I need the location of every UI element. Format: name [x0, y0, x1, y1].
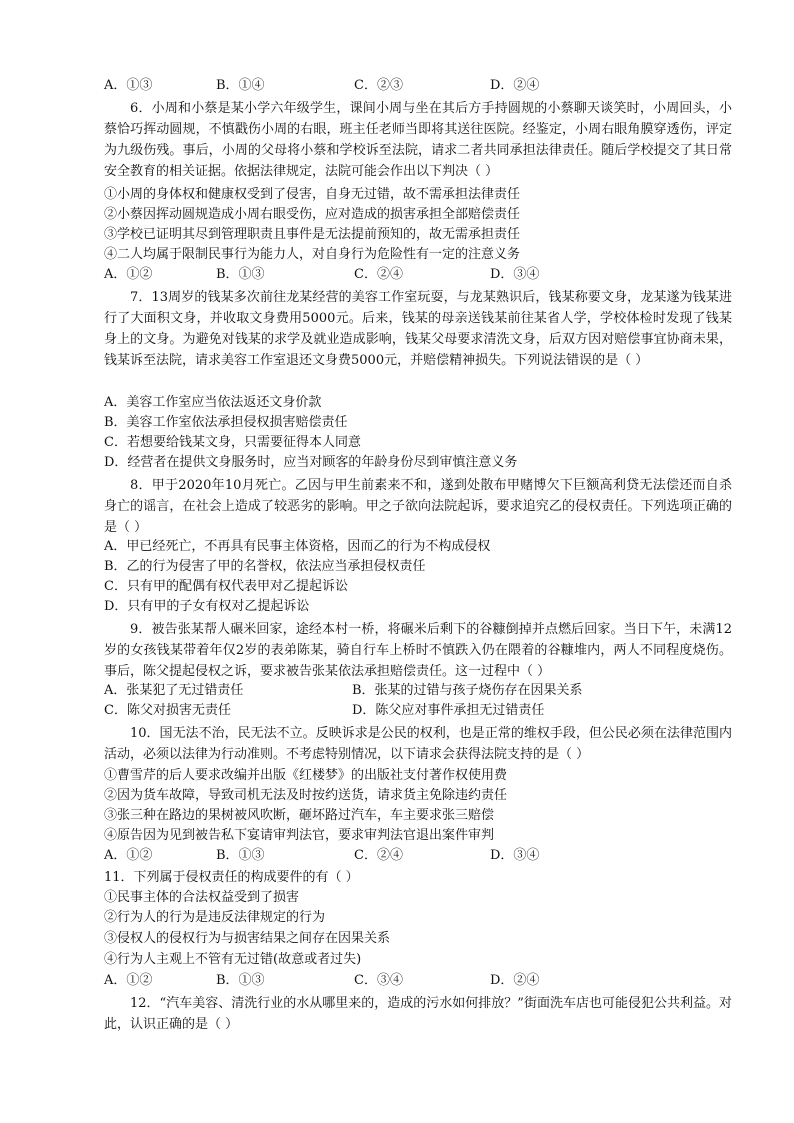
q6-item-4: ④二人均属于限制民事行为能力人，对自身行为危险性有一定的注意义务	[104, 247, 521, 262]
q10-options	[104, 846, 664, 866]
q6-stem: 6．小周和小蔡是某小学六年级学生，课间小周与坐在其后方手持圆规的小蔡聊天谈笑时，小周回头，小蔡恰巧挥动圆规，不慎戳伤小周的右眼，班主任老师当即将其送往医院。经鉴定，小周右眼角膜穿透伤，评定为九级伤残。事后，小周的父母将小蔡和学校诉至法院，请求二者共同承担法律责任。随后学校提交了其日常安全教育的相关证据。依据法律规定，法院可能会作出以下判决（ ）	[104, 101, 732, 179]
q5-option-a[interactable]: A．①③	[104, 78, 153, 93]
q8-stem: 8．甲于2020年10月死亡。乙因与甲生前素来不和，遂到处散布甲赌博欠下巨额高利贷无法偿还而自杀身亡的谣言，在社会上造成了较恶劣的影响。甲之子欲向法院起诉，要求追究乙的侵权责任。下列选项正确的是（ ）	[104, 478, 732, 535]
q9-option-d[interactable]: D．陈父应对事件承担无过错责任	[352, 703, 545, 718]
q8-option-b[interactable]: B．乙的行为侵害了甲的名誉权，依法应当承担侵权责任	[104, 559, 426, 574]
q7-option-b[interactable]: B．美容工作室依法承担侵权损害赔偿责任	[104, 415, 348, 430]
q8-option-c[interactable]: C．只有甲的配偶有权代表甲对乙提起诉讼	[104, 579, 348, 594]
q8-option-d[interactable]: D．只有甲的子女有权对乙提起诉讼	[104, 599, 310, 614]
q11-option-b[interactable]: B．①③	[216, 973, 265, 988]
q8-option-a[interactable]: A．甲已经死亡，不再具有民事主体资格，因而乙的行为不构成侵权	[104, 539, 491, 554]
q9-options-row-2	[104, 701, 664, 721]
q10-item-2: ②因为货车故障，导致司机无法及时按约送货，请求货主免除违约责任	[104, 788, 508, 803]
q10-item-1: ①曹雪芹的后人要求改编并出版《红楼梦》的出版社支付著作权使用费	[104, 768, 508, 783]
q10-option-a[interactable]: A．①②	[104, 848, 153, 863]
q9-stem: 9．被告张某帮人碾米回家，途经本村一桥，将碾米后剩下的谷糠倒掉并点燃后回家。当日下午，未满12岁的女孩钱某带着年仅2岁的表弟陈某，骑自行车上桥时不慎跌入仍在隈着的谷糠堆内，两人不同程度烧伤。事后，陈父提起侵权之诉，要求被告张某依法承担赔偿责任。这一过程中（ ）	[104, 622, 732, 679]
q7-option-d[interactable]: D．经营者在提供文身服务时，应当对顾客的年龄身份尽到审慎注意义务	[104, 455, 518, 470]
q6-option-d[interactable]: D．③④	[490, 267, 540, 282]
q6-item-1: ①小周的身体权和健康权受到了侵害，自身无过错，故不需承担法律责任	[104, 187, 521, 202]
q10-item-3: ③张三种在路边的果树被风吹断，砸坏路过汽车，车主要求张三赔偿	[104, 808, 495, 823]
q5-option-c[interactable]: C．②③	[354, 78, 403, 93]
q5-options	[104, 76, 664, 96]
q9-options-row-1	[104, 681, 664, 701]
q11-option-d[interactable]: D．②④	[490, 973, 540, 988]
q7-option-a[interactable]: A．美容工作室应当依法返还文身价款	[104, 395, 322, 410]
q11-option-a[interactable]: A．①②	[104, 973, 153, 988]
q9-option-c[interactable]: C．陈父对损害无责任	[104, 703, 231, 718]
q9-option-b[interactable]: B．张某的过错与孩子烧伤存在因果关系	[352, 683, 583, 698]
q12-stem: 12．“汽车美容、清洗行业的水从哪里来的，造成的污水如何排放？”街面洗车店也可能侵犯公共利益。对此，认识正确的是（ ）	[104, 996, 732, 1032]
q6-item-3: ③学校已证明其尽到管理职责且事件是无法提前预知的，故无需承担责任	[104, 227, 521, 242]
q11-option-c[interactable]: C．③④	[354, 973, 403, 988]
q11-item-2: ②行为人的行为是违反法律规定的行为	[104, 910, 326, 925]
q10-option-c[interactable]: C．②④	[354, 848, 403, 863]
q9-option-a[interactable]: A．张某犯了无过错责任	[104, 683, 244, 698]
q10-option-b[interactable]: B．①③	[216, 848, 265, 863]
q11-item-3: ③侵权人的侵权行为与损害结果之间存在因果关系	[104, 931, 391, 946]
q10-stem: 10．国无法不治，民无法不立。反映诉求是公民的权利，也是正常的维权手段，但公民必须在法律范围内活动，必须以法律为行动准则。不考虑特别情况，以下请求会获得法院支持的是（ ）	[104, 726, 732, 762]
q6-item-2: ②小蔡因挥动圆规造成小周右眼受伤，应对造成的损害承担全部赔偿责任	[104, 207, 521, 222]
q7-option-c[interactable]: C．若想要给钱某文身，只需要征得本人同意	[104, 435, 361, 450]
q6-option-c[interactable]: C．②④	[354, 267, 403, 282]
q7-stem: 7．13周岁的钱某多次前往龙某经营的美容工作室玩耍，与龙某熟识后，钱某称要文身，龙某遂为钱某进行了大面积文身，并收取文身费用5000元。后来，钱某的母亲送钱某前往某省人学，学校体检时发现了钱某身上的文身。为避免对钱某的求学及就业造成影响，钱某父母要求清洗文身，后双方因对赔偿事宜协商未果，钱某诉至法院，请求美容工作室退还文身费5000元，并赔偿精神损失。下列说法错误的是（ ）	[104, 290, 732, 368]
q11-item-1: ①民事主体的合法权益受到了损害	[104, 890, 300, 905]
q10-item-4: ④原告因为见到被告私下宴请审判法官，要求审判法官退出案件审判	[104, 828, 495, 843]
q11-stem: 11．下列属于侵权责任的构成要件的有（ ）	[104, 870, 359, 885]
q6-options	[104, 265, 664, 285]
q6-option-a[interactable]: A．①②	[104, 267, 153, 282]
q6-option-b[interactable]: B．①③	[216, 267, 265, 282]
q10-option-d[interactable]: D．③④	[490, 848, 540, 863]
q5-option-b[interactable]: B．①④	[216, 78, 265, 93]
q11-item-4: ④行为人主观上不管有无过错(故意或者过失)	[104, 952, 362, 967]
q11-options	[104, 971, 664, 991]
q5-option-d[interactable]: D．②④	[490, 78, 540, 93]
